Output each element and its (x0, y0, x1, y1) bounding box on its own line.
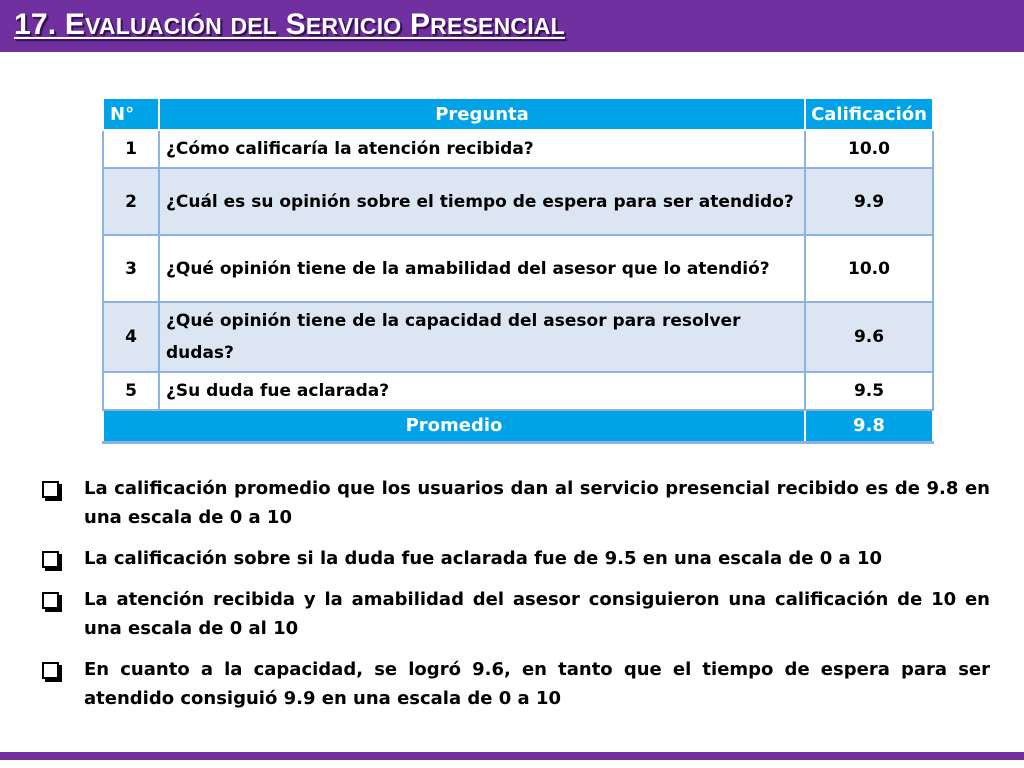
row-number: 3 (103, 235, 159, 302)
row-question: ¿Su duda fue aclarada? (159, 372, 805, 410)
checkbox-bullet-icon (42, 551, 59, 568)
bullet-text: La calificación promedio que los usuarios dan al servicio presencial recibido es de 9.8 en una escala de 0 a 10 (84, 478, 990, 528)
table-footer-row (103, 410, 933, 442)
table-row (103, 372, 933, 410)
table-row (103, 302, 933, 372)
list-item (42, 585, 990, 643)
table-row (103, 130, 933, 168)
title-bar (0, 0, 1024, 52)
list-item (42, 474, 990, 532)
table-row (103, 235, 933, 302)
title-word-4: PRESENCIAL (409, 8, 565, 41)
row-number: 4 (103, 302, 159, 372)
header-score: Calificación (805, 98, 933, 130)
checkbox-bullet-icon (42, 592, 59, 609)
bullet-text: La calificación sobre si la duda fue aclarada fue de 9.5 en una escala de 0 a 10 (84, 548, 883, 569)
row-number: 2 (103, 168, 159, 235)
row-question: ¿Qué opinión tiene de la amabilidad del asesor que lo atendió? (159, 235, 805, 302)
header-question: Pregunta (159, 98, 805, 130)
checkbox-bullet-icon (42, 481, 59, 498)
header-number: N° (103, 98, 159, 130)
row-question: ¿Cuál es su opinión sobre el tiempo de espera para ser atendido? (159, 168, 805, 235)
list-item (42, 544, 990, 573)
row-score: 10.0 (805, 130, 933, 168)
list-item (42, 655, 990, 713)
average-value: 9.8 (805, 410, 933, 442)
evaluation-table (102, 97, 934, 444)
bottom-bar (0, 752, 1024, 760)
title-word-2: DEL (230, 13, 278, 39)
row-score: 9.5 (805, 372, 933, 410)
title-word-3: SERVICIO (285, 8, 402, 41)
bullet-text: En cuanto a la capacidad, se logró 9.6, en tanto que el tiempo de espera para ser atendido consiguió 9.9 en una escala de 0 a 10 (84, 659, 990, 709)
title-number: 17. (14, 8, 57, 41)
summary-bullets (42, 474, 990, 725)
bullet-text: La atención recibida y la amabilidad del asesor consiguieron una calificación de 10 en una escala de 0 al 10 (84, 589, 990, 639)
row-question: ¿Cómo calificaría la atención recibida? (159, 130, 805, 168)
slide-title (14, 8, 565, 42)
average-label: Promedio (103, 410, 805, 442)
row-score: 9.9 (805, 168, 933, 235)
row-number: 5 (103, 372, 159, 410)
table-header-row (103, 98, 933, 130)
row-score: 10.0 (805, 235, 933, 302)
row-score: 9.6 (805, 302, 933, 372)
checkbox-bullet-icon (42, 662, 59, 679)
table-row (103, 168, 933, 235)
row-question: ¿Qué opinión tiene de la capacidad del asesor para resolver dudas? (159, 302, 805, 372)
row-number: 1 (103, 130, 159, 168)
title-word-1: EVALUACIÓN (64, 8, 222, 41)
